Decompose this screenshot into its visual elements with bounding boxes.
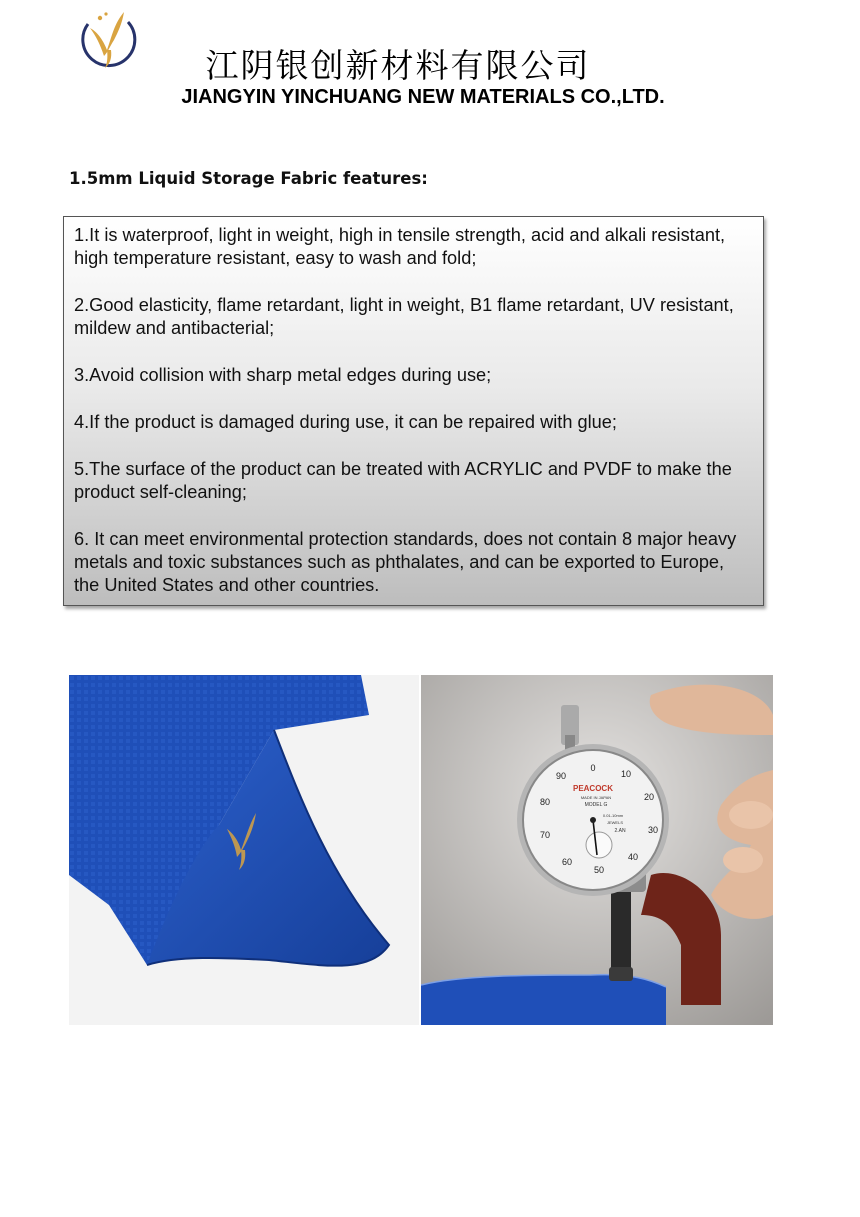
fabric-sample-photo [69, 675, 419, 1025]
thickness-gauge-photo [421, 675, 773, 1025]
dial-number: 70 [539, 830, 551, 840]
dial-number: 30 [647, 825, 659, 835]
company-name-en: JIANGYIN YINCHUANG NEW MATERIALS CO.,LTD. [181, 86, 665, 108]
section-heading: 1.5mm Liquid Storage Fabric features: [69, 169, 428, 188]
feature-item: 6. It can meet environmental protection standards, does not contain 8 major heavy metals and toxic substances such as phthalates, and can be exported to Europe, the United States and other countries. [74, 529, 737, 595]
dial-number: 0 [590, 763, 596, 773]
feature-item: 2.Good elasticity, flame retardant, light in weight, B1 flame retardant, UV resistant, mildew and antibacterial; [74, 295, 734, 338]
dial-number: 20 [643, 792, 655, 802]
feature-item: 5.The surface of the product can be treated with ACRYLIC and PVDF to make the product self-cleaning; [74, 459, 732, 502]
dial-number: 50 [593, 865, 605, 875]
dial-number: 60 [561, 857, 573, 867]
dial-number: 90 [555, 771, 567, 781]
feature-item: 3.Avoid collision with sharp metal edges during use; [74, 365, 492, 385]
features-box [63, 216, 764, 606]
dial-number: 10 [620, 769, 632, 779]
dial-number: 80 [539, 797, 551, 807]
feature-item: 1.It is waterproof, light in weight, high in tensile strength, acid and alkali resistant, high temperature resistant, easy to wash and fold; [74, 225, 726, 268]
gauge-model: MODEL G [584, 802, 608, 808]
feature-item: 4.If the product is damaged during use, it can be repaired with glue; [74, 412, 617, 432]
gauge-jewels: JEWELS [606, 820, 624, 825]
gauge-made-in: MADE IN JAPAN [580, 795, 612, 800]
company-name-cn: 江阴银创新材料有限公司 [205, 46, 591, 85]
gauge-an: 2.AN [614, 828, 626, 834]
gauge-brand: PEACOCK [572, 784, 614, 793]
gauge-resolution: 0.01-10mm [602, 813, 624, 818]
dial-number: 40 [627, 852, 639, 862]
